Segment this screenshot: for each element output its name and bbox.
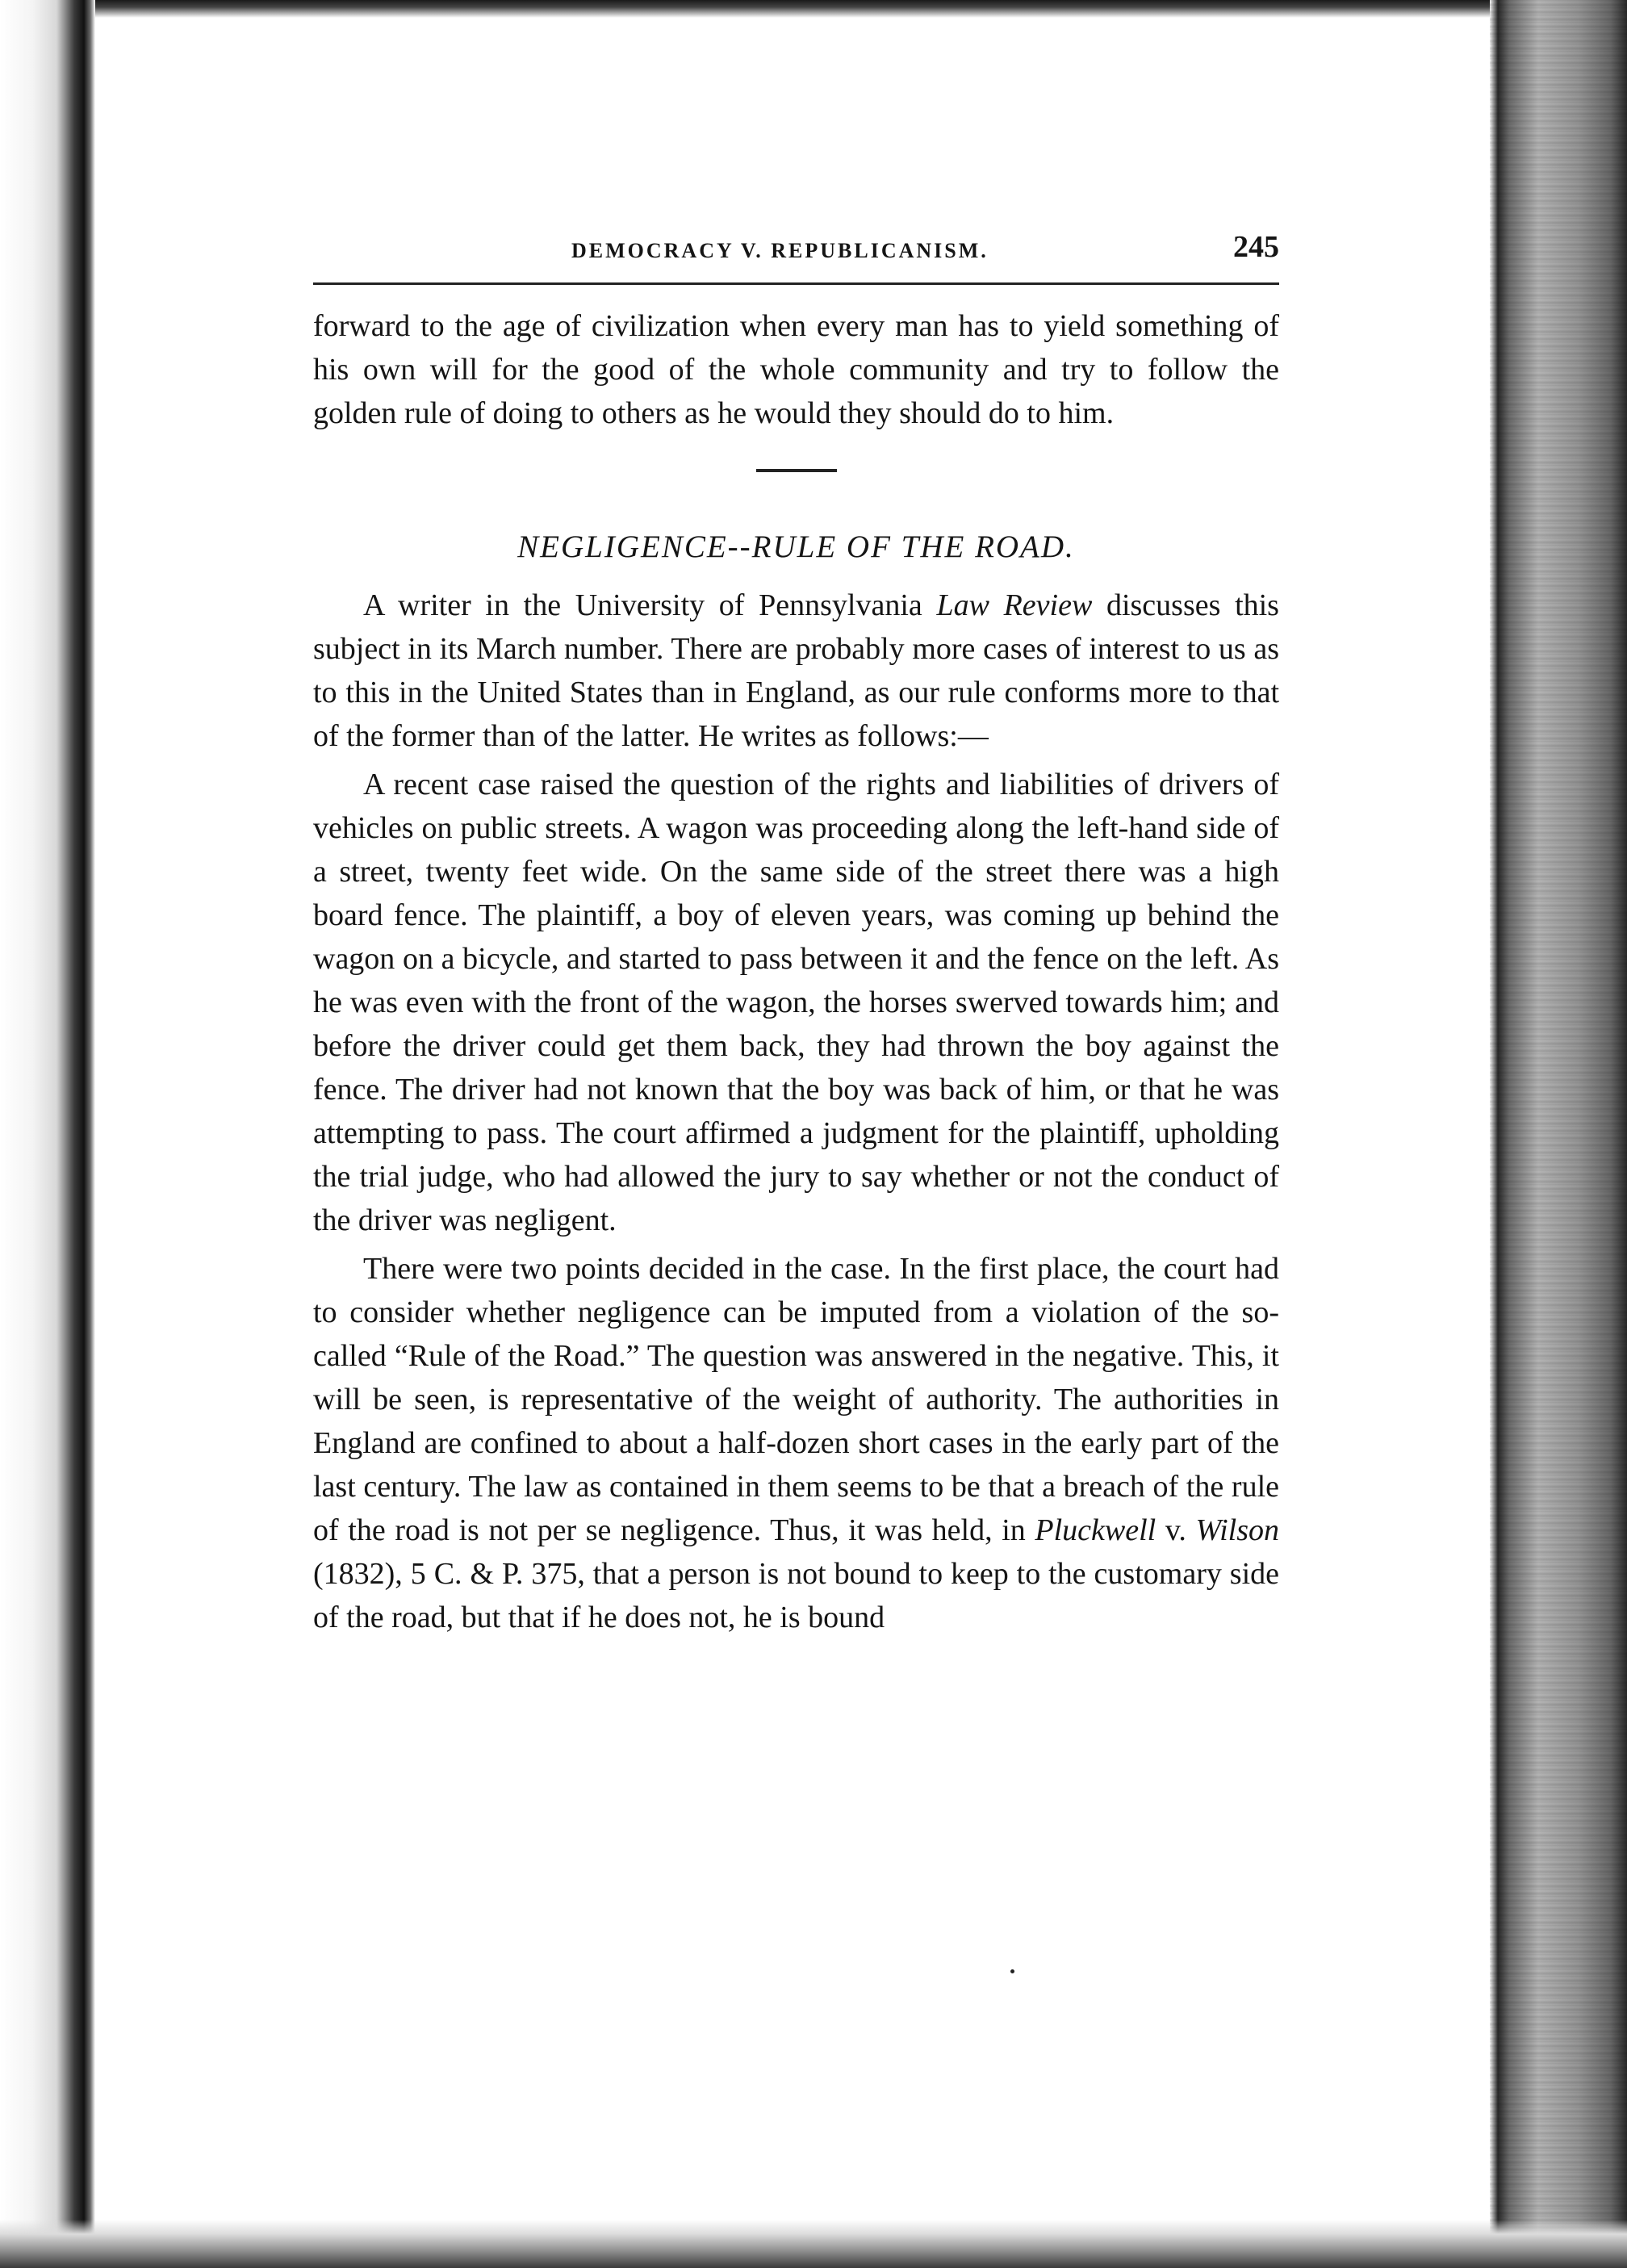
text-column	[313, 226, 1279, 1639]
page-top-shadow	[0, 0, 1627, 18]
intro-paragraph	[313, 584, 1279, 758]
case-name-defendant: Wilson	[1195, 1513, 1279, 1547]
points-text-2: (1832), 5 C. & P. 375, that a person is not bound to keep to the customary side of the road, but that if he does not, he is bound	[313, 1557, 1279, 1634]
running-head-title: DEMOCRACY V. REPUBLICANISM.	[571, 239, 989, 262]
case-paragraph: A recent case raised the question of the rights and liabilities of drivers of vehicles on public streets. A wagon was proceeding along the left-hand side of a street, twenty feet wide. On the same side of the street there was a high board fence. The plaintiff, a boy of eleven years, was coming up behind the wagon on a bicycle, and started to pass between it and the fence on the left. As he was even with the front of the wagon, the horses swerved towards him; and before the driver could get them back, they had thrown the boy against the fence. The driver had not known that the boy was back of him, or that he was attempting to pass. The court affirmed a judgment for the plaintiff, upholding the trial judge, who had allowed the jury to say whether or not the conduct of the driver was negligent.	[313, 768, 1279, 1237]
ink-speck	[1010, 1969, 1014, 1973]
case-versus: v.	[1156, 1513, 1196, 1547]
intro-text-2: discusses this subject in its March number. There are probably more cases of interest to us as to this in the United States than in England, as our rule conforms more to that of the former than of the latter. He writes as follows:—	[313, 588, 1279, 753]
journal-title: Law Review	[936, 588, 1093, 622]
case-name-plaintiff: Pluckwell	[1035, 1513, 1156, 1547]
page-right-edge-shadow	[1490, 0, 1627, 2268]
header-rule	[313, 282, 1279, 285]
section-heading: NEGLIGENCE--RULE OF THE ROAD.	[517, 529, 1075, 564]
points-paragraph	[313, 1247, 1279, 1639]
page-bottom-shadow	[0, 2220, 1627, 2268]
continued-paragraph: forward to the age of civilization when every man has to yield something of his own will for the good of the whole community and try to follow the golden rule of doing to others as he would they should do to him.	[313, 309, 1279, 430]
running-head	[313, 226, 1279, 270]
intro-text-1: A writer in the University of Pennsylvania	[363, 588, 937, 622]
section-separator	[756, 469, 837, 472]
points-text-1: There were two points decided in the case. In the first place, the court had to consider whether negligence can be imputed from a violation of the so-called “Rule of the Road.” The question was answered in the negative. This, it will be seen, is representative of the weight of authority. The authorities in England are confined to about a half-dozen short cases in the early part of the last century. The law as contained in them seems to be that a breach of the rule of the road is not per se negligence. Thus, it was held, in	[313, 1252, 1279, 1547]
page-number: 245	[1233, 230, 1279, 264]
page-left-binding-shadow	[0, 0, 95, 2268]
